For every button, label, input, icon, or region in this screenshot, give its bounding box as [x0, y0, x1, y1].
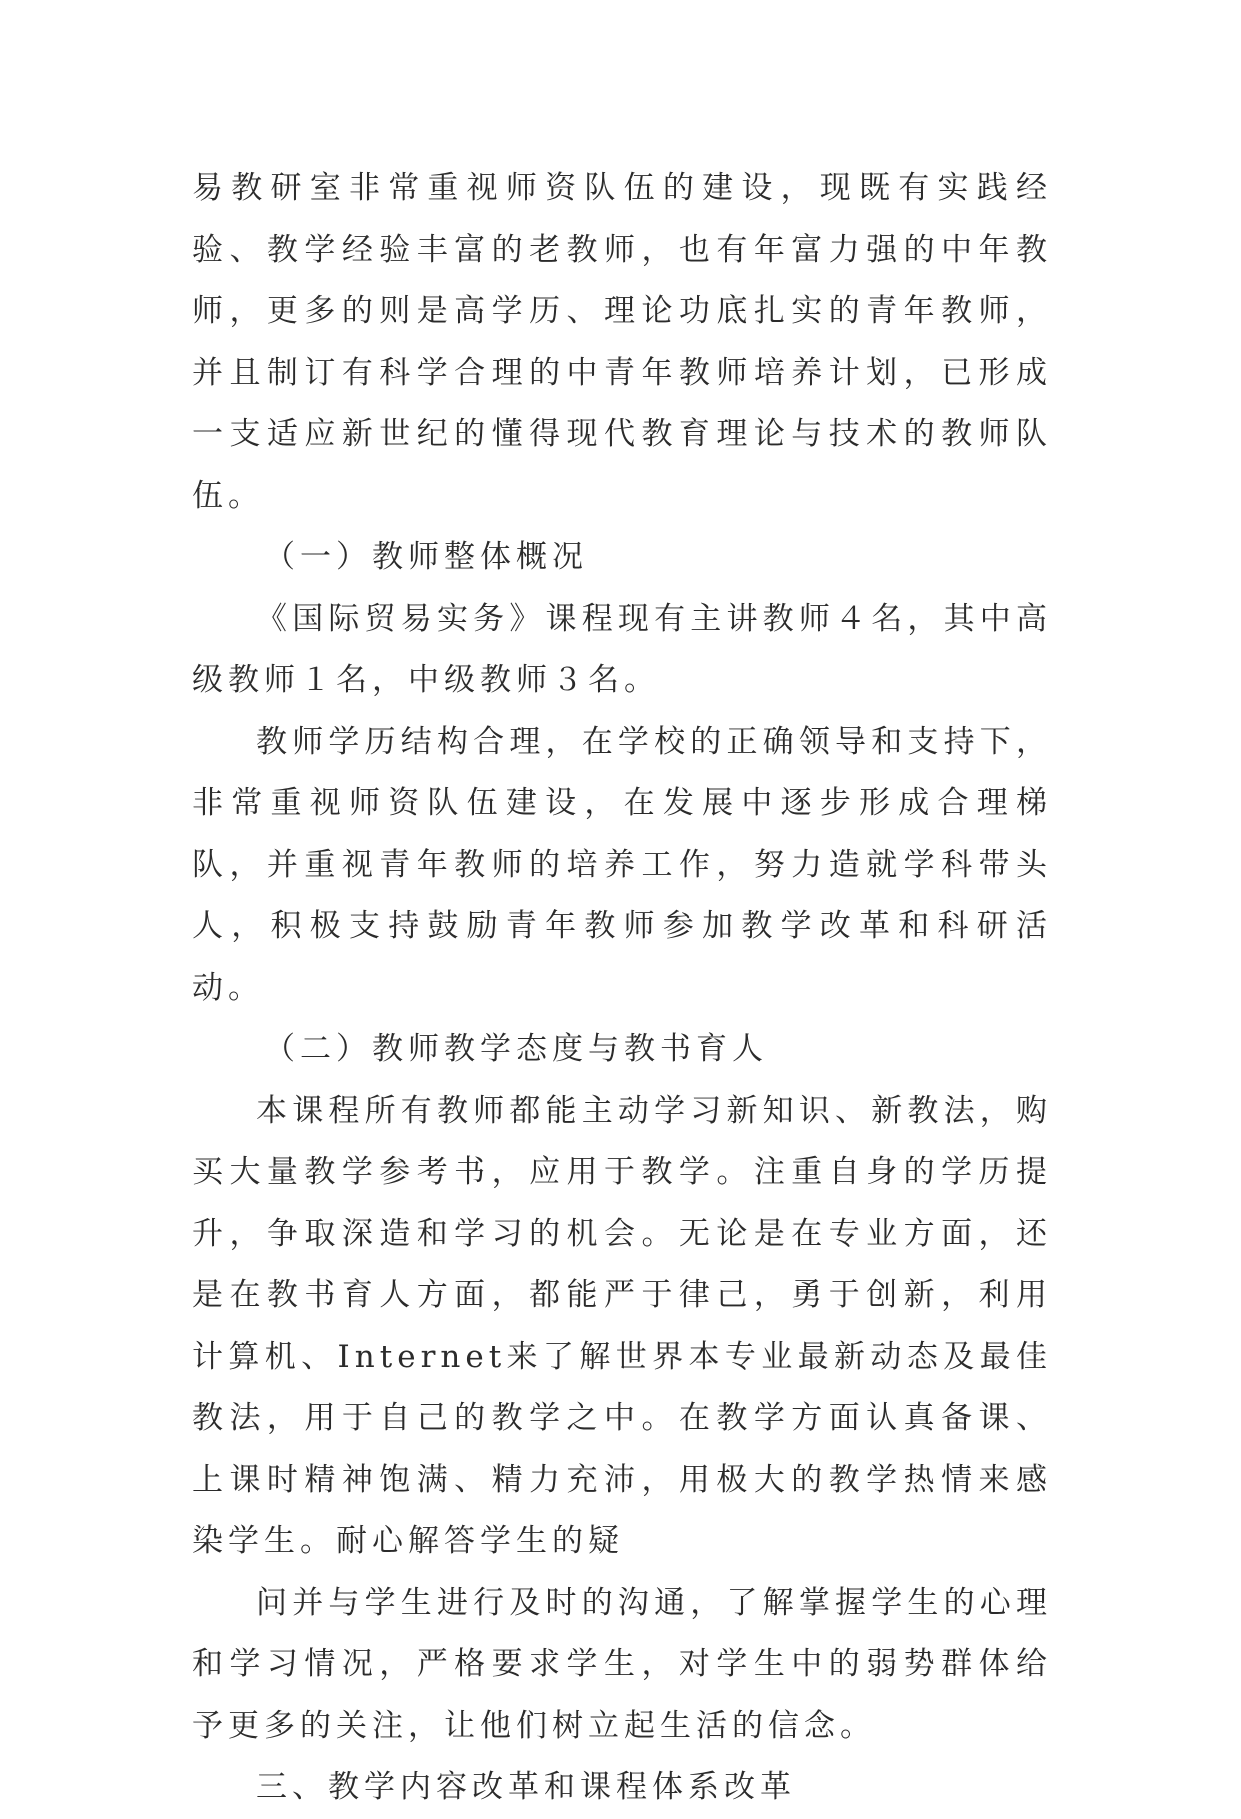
paragraph-intro: 易教研室非常重视师资队伍的建设，现既有实践经验、教学经验丰富的老教师，也有年富力强的中年教师，更多的则是高学历、理论功底扎实的青年教师，并且制订有科学合理的中青年教师培养计划，已形成一支适应新世纪的懂得现代教育理论与技术的教师队伍。 — [192, 170, 1052, 514]
document-body — [192, 158, 1052, 1819]
section-heading-teacher-overview: （一）教师整体概况 — [264, 539, 588, 575]
section-heading-curriculum-reform: 三、教学内容改革和课程体系改革 — [256, 1769, 796, 1805]
paragraph-student-communication: 问并与学生进行及时的沟通，了解掌握学生的心理和学习情况，严格要求学生，对学生中的弱势群体给予更多的关注，让他们树立起生活的信念。 — [192, 1584, 1052, 1744]
paragraph-teacher-count: 《国际贸易实务》课程现有主讲教师４名，其中高级教师１名，中级教师３名。 — [192, 600, 1052, 698]
section-heading-teaching-attitude: （二）教师教学态度与教书育人 — [264, 1031, 768, 1067]
paragraph-teacher-structure: 教师学历结构合理，在学校的正确领导和支持下，非常重视师资队伍建设，在发展中逐步形成合理梯队，并重视青年教师的培养工作，努力造就学科带头人，积极支持鼓励青年教师参加教学改革和科研活动。 — [192, 723, 1052, 1006]
paragraph-teaching-attitude: 本课程所有教师都能主动学习新知识、新教法，购买大量教学参考书，应用于教学。注重自身的学历提升，争取深造和学习的机会。无论是在专业方面，还是在教书育人方面，都能严于律己，勇于创新，利用计算机、Internet来了解世界本专业最新动态及最佳教法，用于自己的教学之中。在教学方面认真备课、上课时精神饱满、精力充沛，用极大的教学热情来感染学生。耐心解答学生的疑 — [192, 1092, 1052, 1559]
